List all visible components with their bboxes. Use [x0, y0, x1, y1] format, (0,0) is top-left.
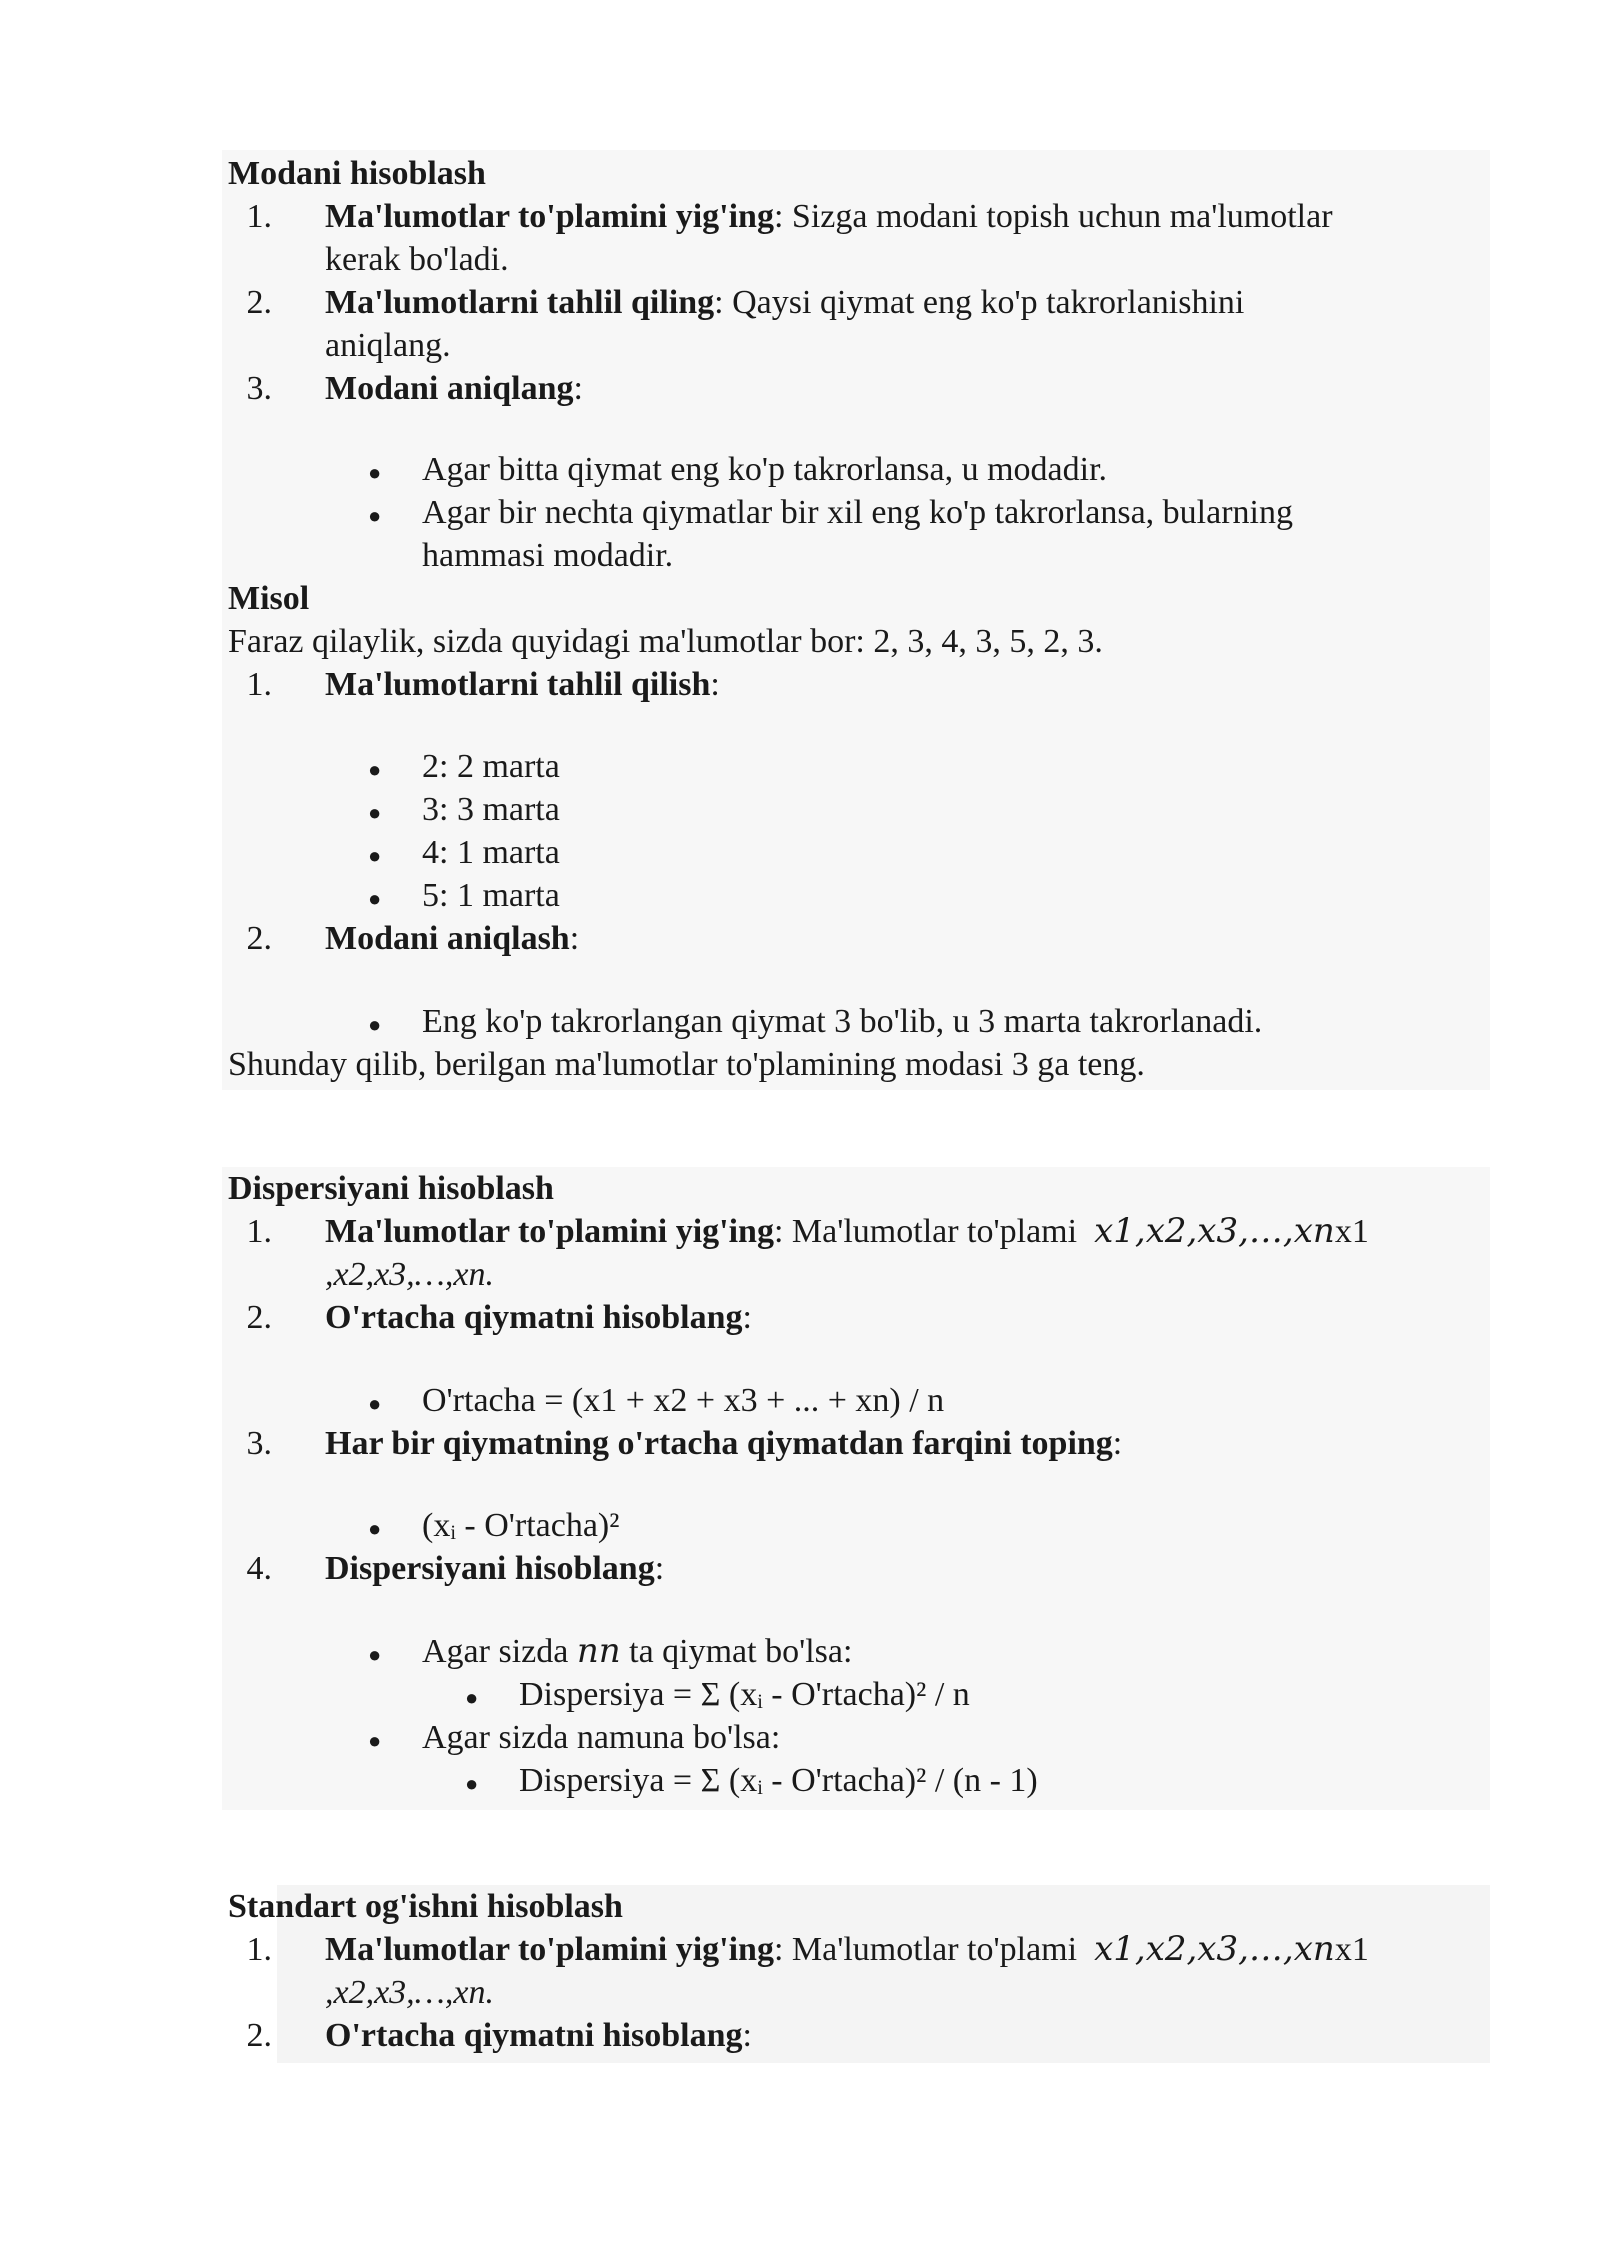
bullet-item: ●	[368, 1642, 382, 1667]
bullet-item: ●	[368, 843, 382, 868]
bullet-text: 2: 2 marta	[422, 748, 560, 785]
bullet-text: 5: 1 marta	[422, 877, 560, 914]
variance-section: Dispersiyani hisoblash 1. Ma'lumotlar to'plamini yig'ing: Ma'lumotlar to'plami x1,x2,x3,…,xnx1 ,x2,x3,…,xn. 2. O'rtacha qiymatni hisoblang: ● O'rtacha = (x1 + x2 + x3 + ... + xn) / n 3. Har bir qiymatning o'rtacha qiymatdan farqini toping: ● (xᵢ - O'rtacha)² 4. Dispersiyani hisoblang: ● Agar sizda nn ta qiymat bo'lsa: ● Dispersiya = Σ (xᵢ - O'rtacha)² / n ● Agar sizda namuna bo'lsa: ● Dispersiya = Σ (xᵢ - O'rtacha)² / (n - 1)	[222, 1167, 1490, 1810]
bullet-item: ●	[368, 800, 382, 825]
variance-title: Dispersiyani hisoblash	[228, 1170, 554, 1207]
bullet-item: ●	[368, 503, 382, 528]
mean-formula: O'rtacha = (x1 + x2 + x3 + ... + xn) / n	[422, 1382, 945, 1419]
bullet-item: ●	[368, 460, 382, 485]
sample-variance-formula: Dispersiya = Σ (xᵢ - O'rtacha)² / (n - 1)	[519, 1762, 1038, 1799]
diff-formula: (xᵢ - O'rtacha)²	[422, 1507, 620, 1544]
bullet-item: ●	[368, 1516, 382, 1541]
case2-text: Agar sizda namuna bo'lsa:	[422, 1719, 781, 1756]
stddev-title: Standart og'ishni hisoblash	[228, 1888, 623, 1925]
bullet-text: 3: 3 marta	[422, 791, 560, 828]
list-item-continuation: ,x2,x3,…,xn.	[325, 1256, 495, 1293]
bullet-text: Agar bitta qiymat eng ko'p takrorlansa, u modadir.	[422, 451, 1108, 488]
bullet-item: ●	[368, 757, 382, 782]
list-item-continuation: ,x2,x3,…,xn.	[325, 1974, 495, 2011]
bullet-text: Eng ko'p takrorlangan qiymat 3 bo'lib, u 3 marta takrorlanadi.	[422, 1003, 1263, 1040]
bullet-item: ●	[368, 1012, 382, 1037]
example-title: Misol	[228, 580, 310, 617]
sub-bullet-item: ●	[465, 1771, 479, 1796]
list-item-continuation: kerak bo'ladi.	[325, 241, 509, 278]
bullet-text: 4: 1 marta	[422, 834, 560, 871]
sub-bullet-item: ●	[465, 1685, 479, 1710]
mode-title: Modani hisoblash	[228, 155, 486, 192]
bullet-item: ●	[368, 886, 382, 911]
bullet-item: ●	[368, 1391, 382, 1416]
mode-section: Modani hisoblash 1. Ma'lumotlar to'plamini yig'ing: Sizga modani topish uchun ma'lumotlar kerak bo'ladi. 2. Ma'lumotlarni tahlil qiling: Qaysi qiymat eng ko'p takrorlanishini aniqlang. 3. Modani aniqlang: ● Agar bitta qiymat eng ko'p takrorlansa, u modadir. ● Agar bir nechta qiymatlar bir xil eng ko'p takrorlansa, bularning hammasi modadir. Misol Faraz qilaylik, sizda quyidagi ma'lumotlar bor: 2, 3, 4, 3, 5, 2, 3. 1. Ma'lumotlarni tahlil qilish: ● 2: 2 marta ● 3: 3 marta ● 4: 1 marta ● 5: 1 marta 2. Modani aniqlash: ● Eng ko'p takrorlangan qiymat 3 bo'lib, u 3 marta takrorlanadi. Shunday qilib, berilgan ma'lumotlar to'plamining modasi 3 ga teng.	[222, 150, 1490, 1090]
stddev-section: Standart og'ishni hisoblash 1. Ma'lumotlar to'plamini yig'ing: Ma'lumotlar to'plami x1,x2,x3,…,xnx1 ,x2,x3,…,xn. 2. O'rtacha qiymatni hisoblang:	[222, 1885, 1490, 2063]
case1-text: Agar sizda nn ta qiymat bo'lsa:	[422, 1631, 853, 1671]
conclusion: Shunday qilib, berilgan ma'lumotlar to'plamining modasi 3 ga teng.	[228, 1046, 1145, 1083]
bullet-item: ●	[368, 1728, 382, 1753]
list-item-continuation: aniqlang.	[325, 327, 451, 364]
population-variance-formula: Dispersiya = Σ (xᵢ - O'rtacha)² / n	[519, 1676, 970, 1713]
bullet-text: hammasi modadir.	[422, 537, 674, 574]
bullet-text: Agar bir nechta qiymatlar bir xil eng ko'p takrorlansa, bularning	[422, 494, 1293, 531]
example-intro: Faraz qilaylik, sizda quyidagi ma'lumotlar bor: 2, 3, 4, 3, 5, 2, 3.	[228, 623, 1103, 660]
